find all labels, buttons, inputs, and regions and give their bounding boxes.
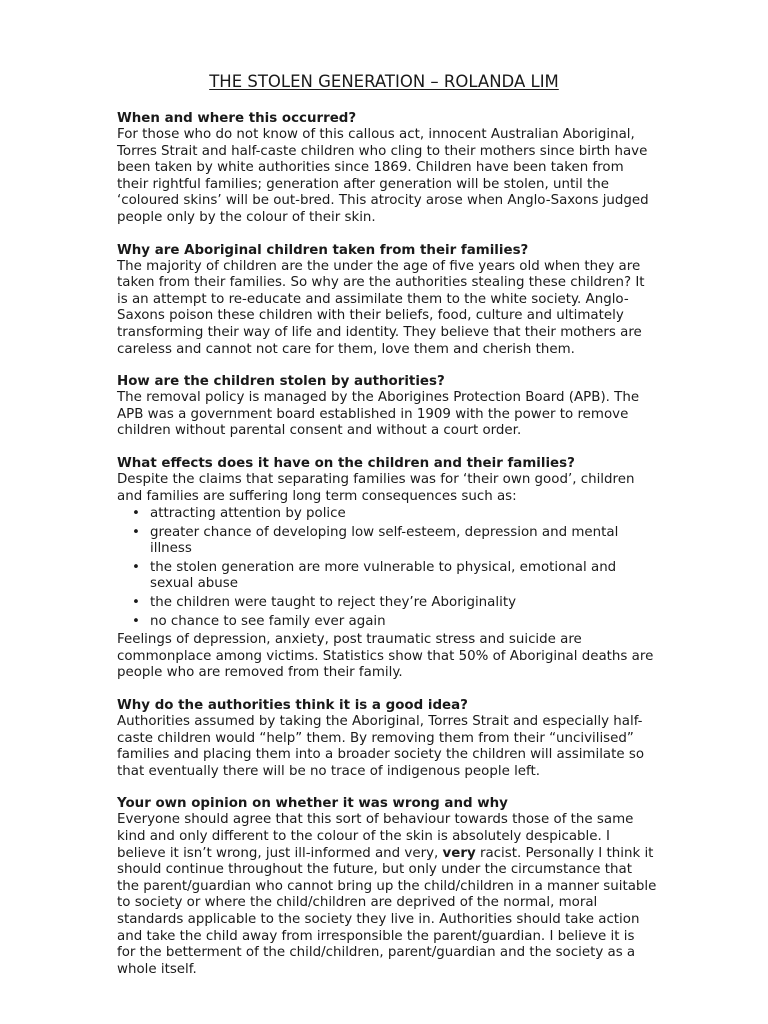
opinion-emphasis: very (442, 845, 476, 861)
opinion-text-end: racist. Personally I think it should continue throughout the future, but only under the circumstance that the parent/guardian who cannot bring up the child/children in a manner suitable to society or where the child/children are deprived of the normal, moral standards applicable to the society they live in. Authorities should take action and take the child away from irresponsible the parent/guardian. I believe it is for the betterment of the child/children, parent/guardian and the society as a whole itself. (117, 845, 657, 977)
section-heading: When and where this occurred? (117, 111, 357, 126)
opinion-paragraph (117, 812, 657, 978)
bullet-icon: • (132, 595, 140, 611)
bullet-icon: • (132, 613, 140, 629)
list-item (117, 595, 657, 612)
list-item-text: the children were taught to reject they’re Aboriginality (150, 595, 516, 611)
section-intro: Despite the claims that separating families was for ‘their own good’, children and families are suffering long term consequences such as: (117, 471, 635, 504)
section-heading: Why do the authorities think it is a good idea? (117, 698, 468, 714)
section-when-where (117, 110, 657, 227)
list-item-text: attracting attention by police (150, 506, 346, 522)
list-item-text: the stolen generation are more vulnerable to physical, emotional and sexual abuse (150, 559, 617, 592)
section-heading: Your own opinion on whether it was wrong and why (117, 796, 508, 812)
list-item (117, 506, 657, 523)
bullet-icon: • (132, 524, 140, 540)
section-heading: How are the children stolen by authorities? (117, 374, 445, 390)
section-heading: What effects does it have on the children and their families? (117, 455, 575, 471)
section-outro: Feelings of depression, anxiety, post traumatic stress and suicide are commonplace among victims. Statistics show that 50% of Aboriginal deaths are people who are removed from their family. (117, 632, 654, 681)
list-item-text: greater chance of developing low self-esteem, depression and mental illness (150, 524, 619, 557)
section-paragraph: The removal policy is managed by the Aborigines Protection Board (APB). The APB was a government board established in 1909 with the power to remove children without parental consent and without a court order. (117, 390, 640, 439)
section-opinion (117, 795, 657, 978)
list-item-text: no chance to see family ever again (150, 613, 386, 629)
section-good-idea (117, 697, 657, 780)
list-item (117, 560, 657, 593)
section-how-stolen (117, 373, 657, 440)
section-effects (117, 455, 657, 682)
page-title: THE STOLEN GENERATION – ROLANDA LIM (209, 72, 559, 91)
section-paragraph: The majority of children are the under the age of five years old when they are taken from their families. So why are the authorities stealing these children? It is an attempt to re-educate and assimilate them to the white society. Anglo-Saxons poison these children with their beliefs, food, culture and ultimately transforming their way of life and identity. They believe that their mothers are careless and cannot not care for them, love them and cherish them. (117, 258, 645, 357)
section-why-taken (117, 242, 657, 359)
bullet-icon: • (132, 559, 140, 575)
opinion-text-start: Everyone should agree that this sort of behaviour towards those of the same kind and only different to the colour of the skin is absolutely despicable. I believe it isn’t wrong, just ill-informed and very, (117, 812, 634, 861)
list-item (117, 614, 657, 631)
bullet-icon: • (132, 506, 140, 522)
list-item (117, 525, 657, 558)
section-heading: Why are Aboriginal children taken from their families? (117, 242, 529, 258)
section-paragraph: For those who do not know of this callous act, innocent Australian Aboriginal, Torres Strait and half-caste children who cling to their mothers since birth have been taken by white authorities since 1869. Children have been taken from their rightful families; generation after generation will be stolen, until the ‘coloured skins’ will be out-bred. This atrocity arose when Anglo-Saxons judged people only by the colour of their skin. (117, 127, 649, 225)
effects-list (117, 506, 657, 630)
section-paragraph: Authorities assumed by taking the Aboriginal, Torres Strait and especially half-caste children would “help” them. By removing them from their “uncivilised” families and placing them into a broader society the children will assimilate so that eventually there will be no trace of indigenous people left. (117, 714, 645, 779)
